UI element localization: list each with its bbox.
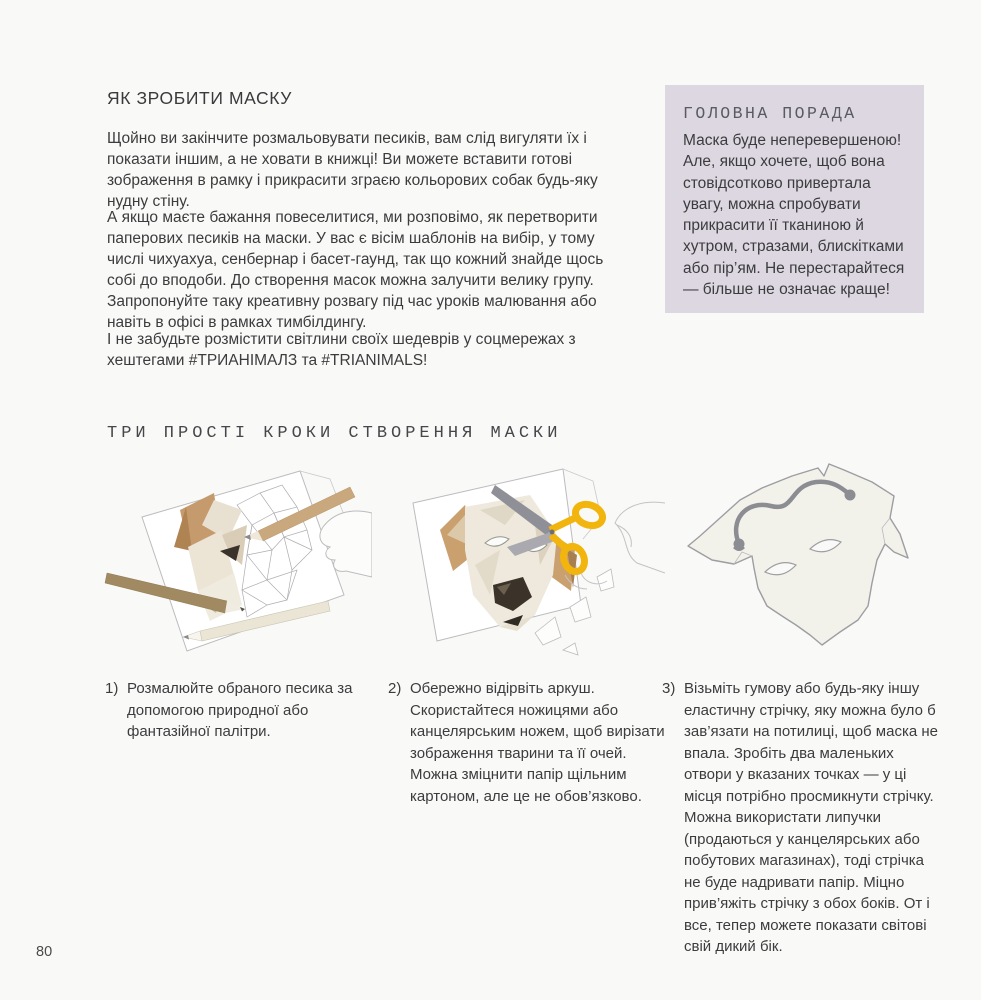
cutting-dog-illustration bbox=[385, 455, 665, 670]
step-1-text: Розмалюйте обраного песика за допомогою природної або фантазійної палітри. bbox=[127, 680, 353, 740]
finished-mask-illustration bbox=[672, 448, 930, 670]
step-3 bbox=[662, 678, 940, 958]
tip-box-title: ГОЛОВНА ПОРАДА bbox=[683, 104, 857, 123]
step-3-number: 3) bbox=[662, 680, 676, 697]
page-title: ЯК ЗРОБИТИ МАСКУ bbox=[107, 88, 292, 108]
intro-paragraph-2: А якщо маєте бажання повеселитися, ми розповімо, як перетворити паперових песиків на маски. У вас є вісім шаблонів на вибір, у тому числі чихуахуа, сенбернар і басет-гаунд, так що кожний знайде щось собі до вподоби. До створення масок можна залучити велику групу. Запропонуйте таку креативну розвагу під час уроків малювання або навіть в офісі в рамках тимбілдингу. bbox=[107, 209, 604, 331]
step-2-text: Обережно відірвіть аркуш. Скористайтеся ножицями або канцелярським ножем, щоб вирізати зображення тварини та її очей. Можна зміцнити папір щільним картоном, але це не обов’язково. bbox=[410, 680, 665, 805]
tip-box bbox=[665, 85, 924, 313]
intro-paragraph-1: Щойно ви закінчите розмальовувати песиків, вам слід вигуляти їх і показати іншим, а не ховати в книжці! Ви можете вставити готові зображення в рамку і прикрасити зграєю кольорових собак будь-яку нудну стіну. bbox=[107, 130, 598, 210]
page-number: 80 bbox=[36, 944, 53, 960]
coloring-dog-illustration bbox=[92, 455, 372, 670]
step-1-number: 1) bbox=[105, 680, 119, 697]
tip-box-body: Маска буде неперевершеною! Але, якщо хочете, щоб вона стовідсотково привертала увагу, можна спробувати прикрасити її тканиною й хутром, стразами, блискітками або пір’ям. Не перестарайтеся — більше не означає краще! bbox=[683, 132, 905, 299]
step-3-text: Візьміть гумову або будь-яку іншу еластичну стрічку, яку можна було б зав’язати на потилиці, щоб маска не впала. Зробіть два маленьких отвори у вказаних точках — у ці місця потрібно просмикнути стрічку. Можна використати липучки (продаються у канцелярських або побутових магазинах), тоді стрічка не буде надривати папір. Міцно прив’яжіть стрічку з обох боків. От і все, тепер можете показати світові свій дикий бік. bbox=[684, 680, 938, 955]
steps-section-heading: ТРИ ПРОСТІ КРОКИ СТВОРЕННЯ МАСКИ bbox=[107, 424, 562, 443]
step-2-number: 2) bbox=[388, 680, 402, 697]
intro-paragraph-3: І не забудьте розмістити світлини своїх шедеврів у соцмережах з хештегами #ТРИАНІМАЛЗ та #TRIANIMALS! bbox=[107, 331, 576, 369]
step-2 bbox=[388, 678, 668, 807]
step-1 bbox=[105, 678, 387, 743]
